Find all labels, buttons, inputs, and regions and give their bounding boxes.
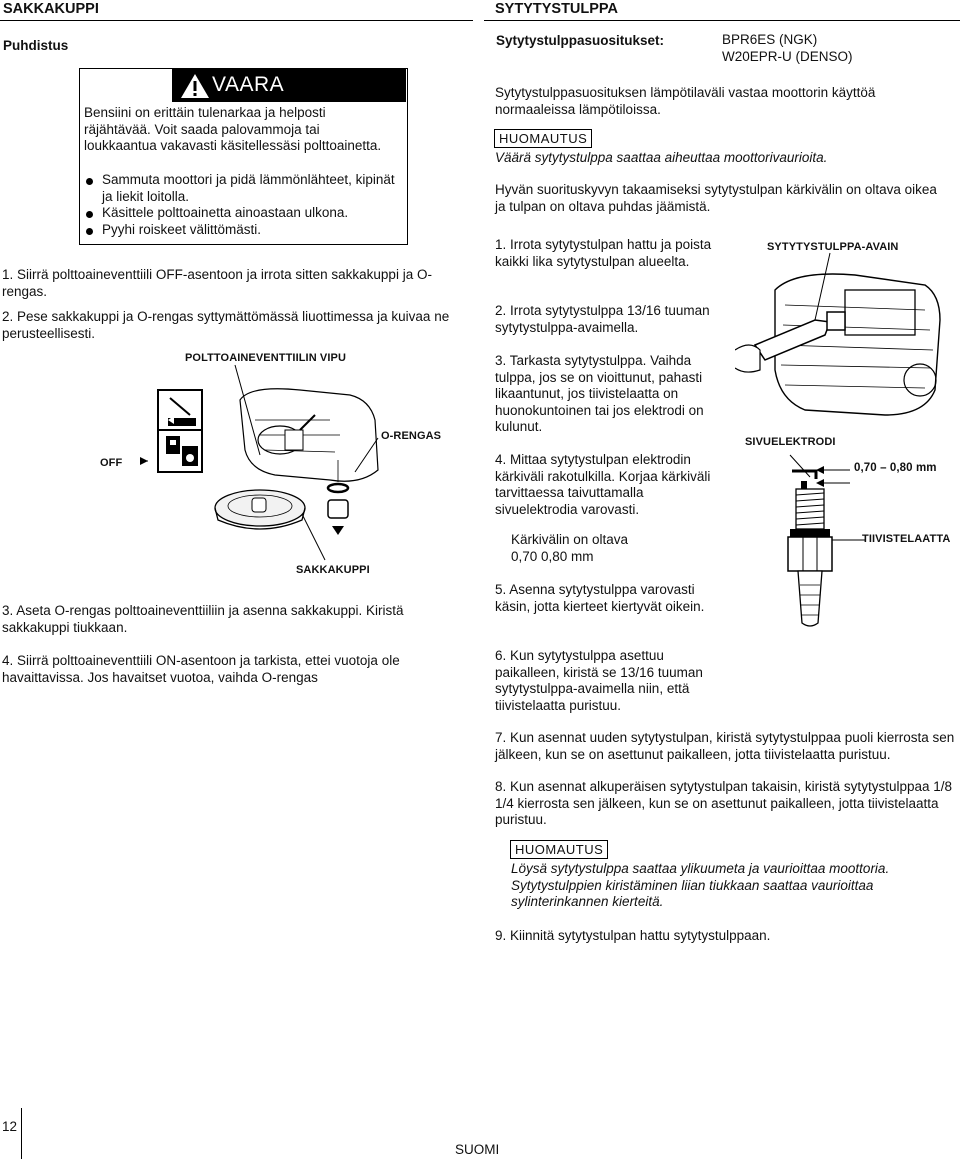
- right-step-3: 3. Tarkasta sytytystulppa. Vaihda tulppa, jos se on vioittunut, pahasti likaantunut, jos tiivistelaatta on huonokuntoinen tai jos elektrodi on kulunut.: [495, 353, 704, 434]
- spark-plug-rec-denso: W20EPR-U (DENSO): [722, 49, 853, 64]
- gap-spec-intro: Kärkivälin on oltava: [511, 532, 629, 547]
- fuel-valve-lever-label: POLTTOAINEVENTTIILIN VIPU: [185, 352, 346, 364]
- fuel-valve-illustration: [100, 360, 460, 570]
- right-section-title: SYTYTYSTULPPA: [495, 1, 618, 17]
- spark-plug-illustration: [760, 445, 950, 635]
- right-step-8: 8. Kun asennat alkuperäisen sytytystulpan takaisin, kiristä sytytystulppaa 1/8 1/4 kierrosta sen jälkeen, kun se on asettunut paikalleen, jotta tiivistelaatta puristuu.: [495, 779, 952, 827]
- left-step-4: 4. Siirrä polttoaineventtiili ON-asentoon ja tarkista, ettei vuotoja ole havaittavissa. Jos havaitset vuotoa, vaihda O-rengas: [2, 653, 400, 685]
- page-number: 12: [2, 1119, 18, 1134]
- left-step-2: 2. Pese sakkakuppi ja O-rengas syttymättömässä liuottimessa ja kuivaa ne perusteellisesti.: [2, 309, 450, 341]
- spark-plug-rec-note: Sytytystulppasuosituksen lämpötilaväli vastaa moottorin käyttöä normaaleissa lämpötiloissa.: [495, 85, 876, 117]
- side-electrode-label: SIVUELEKTRODI: [745, 436, 836, 448]
- footer-language: SUOMI: [455, 1142, 500, 1157]
- right-title-rule: [484, 20, 960, 21]
- right-step-2: 2. Irrota sytytystulppa 13/16 tuuman sytytystulppa-avaimella.: [495, 303, 710, 335]
- right-step-9: 9. Kiinnitä sytytystulpan hattu sytytystulppaan.: [495, 928, 771, 943]
- notice-text-2: Löysä sytytystulppa saattaa ylikuumeta ja vaurioittaa moottoria. Sytytystulppien kiristäminen liian tiukkaan saattaa vaurioittaa sylinterinkannen kierteitä.: [511, 861, 890, 909]
- gap-spec-value: 0,70 0,80 mm: [511, 549, 594, 564]
- sealing-washer-label: TIIVISTELAATTA: [862, 533, 951, 545]
- danger-bullet: Sammuta moottori ja pidä lämmönlähteet, kipinät ja liekit loitolla.: [78, 172, 398, 205]
- spark-plug-wrench-label: SYTYTYSTULPPA-AVAIN: [767, 241, 899, 253]
- right-step-5: 5. Asenna sytytystulppa varovasti käsin, jotta kierteet kiertyvät oikein.: [495, 582, 705, 614]
- notice-label-2: HUOMAUTUS: [510, 840, 608, 859]
- danger-header-bar: [172, 69, 406, 102]
- left-step-3: 3. Aseta O-rengas polttoaineventtiiliin ja asenna sakkakuppi. Kiristä sakkakuppi tiukkaan.: [2, 603, 404, 635]
- sediment-cup-label: SAKKAKUPPI: [296, 564, 370, 576]
- spark-plug-rec-label: Sytytystulppasuositukset:: [496, 33, 665, 48]
- left-section-title: SAKKAKUPPI: [3, 1, 99, 17]
- notice-label-1: HUOMAUTUS: [494, 129, 592, 148]
- warning-triangle-icon: [180, 73, 210, 99]
- left-step-1: 1. Siirrä polttoaineventtiili OFF-asentoon ja irrota sitten sakkakuppi ja O-rengas.: [2, 267, 432, 299]
- danger-bullet-list: [78, 172, 398, 238]
- off-label: OFF: [100, 457, 123, 469]
- left-subtitle: Puhdistus: [3, 38, 69, 53]
- right-step-6: 6. Kun sytytystulppa asettuu paikalleen, kiristä se 13/16 tuuman sytytystulppa-avaimella niin, että tiivistelaatta puristuu.: [495, 648, 703, 713]
- notice-text-1: Väärä sytytystulppa saattaa aiheuttaa moottorivaurioita.: [495, 150, 828, 165]
- danger-label: VAARA: [212, 73, 285, 96]
- spark-plug-wrench-illustration: [735, 250, 955, 425]
- right-step-4: 4. Mittaa sytytystulpan elektrodin kärkiväli rakotulkilla. Korjaa kärkiväli tarvittaessa taivuttamalla sivuelektrodia varovasti.: [495, 452, 711, 517]
- right-step-7: 7. Kun asennat uuden sytytystulpan, kiristä sytytystulppaa puoli kierrosta sen jälkeen, kun se on asettunut paikalleen, jotta tiivistelaatta puristuu.: [495, 730, 955, 762]
- danger-bullet: Pyyhi roiskeet välittömästi.: [78, 222, 398, 239]
- electrode-gap-label: 0,70 – 0,80 mm: [854, 462, 937, 474]
- danger-intro-text: Bensiini on erittäin tulenarkaa ja helposti räjähtävää. Voit saada palovammoja tai loukkaantua vakavasti käsitellessäsi polttoainetta.: [84, 105, 382, 153]
- o-ring-label: O-RENGAS: [381, 430, 442, 442]
- page-number-rule: [21, 1108, 22, 1159]
- right-step-1: 1. Irrota sytytystulpan hattu ja poista kaikki lika sytytystulpan alueelta.: [495, 237, 712, 269]
- left-title-rule: [0, 20, 473, 21]
- performance-note: Hyvän suorituskyvyn takaamiseksi sytytystulpan kärkivälin on oltava oikea ja tulpan on oltava puhdas jäämistä.: [495, 182, 937, 214]
- spark-plug-rec-ngk: BPR6ES (NGK): [722, 32, 818, 47]
- danger-bullet: Käsittele polttoainetta ainoastaan ulkona.: [78, 205, 398, 222]
